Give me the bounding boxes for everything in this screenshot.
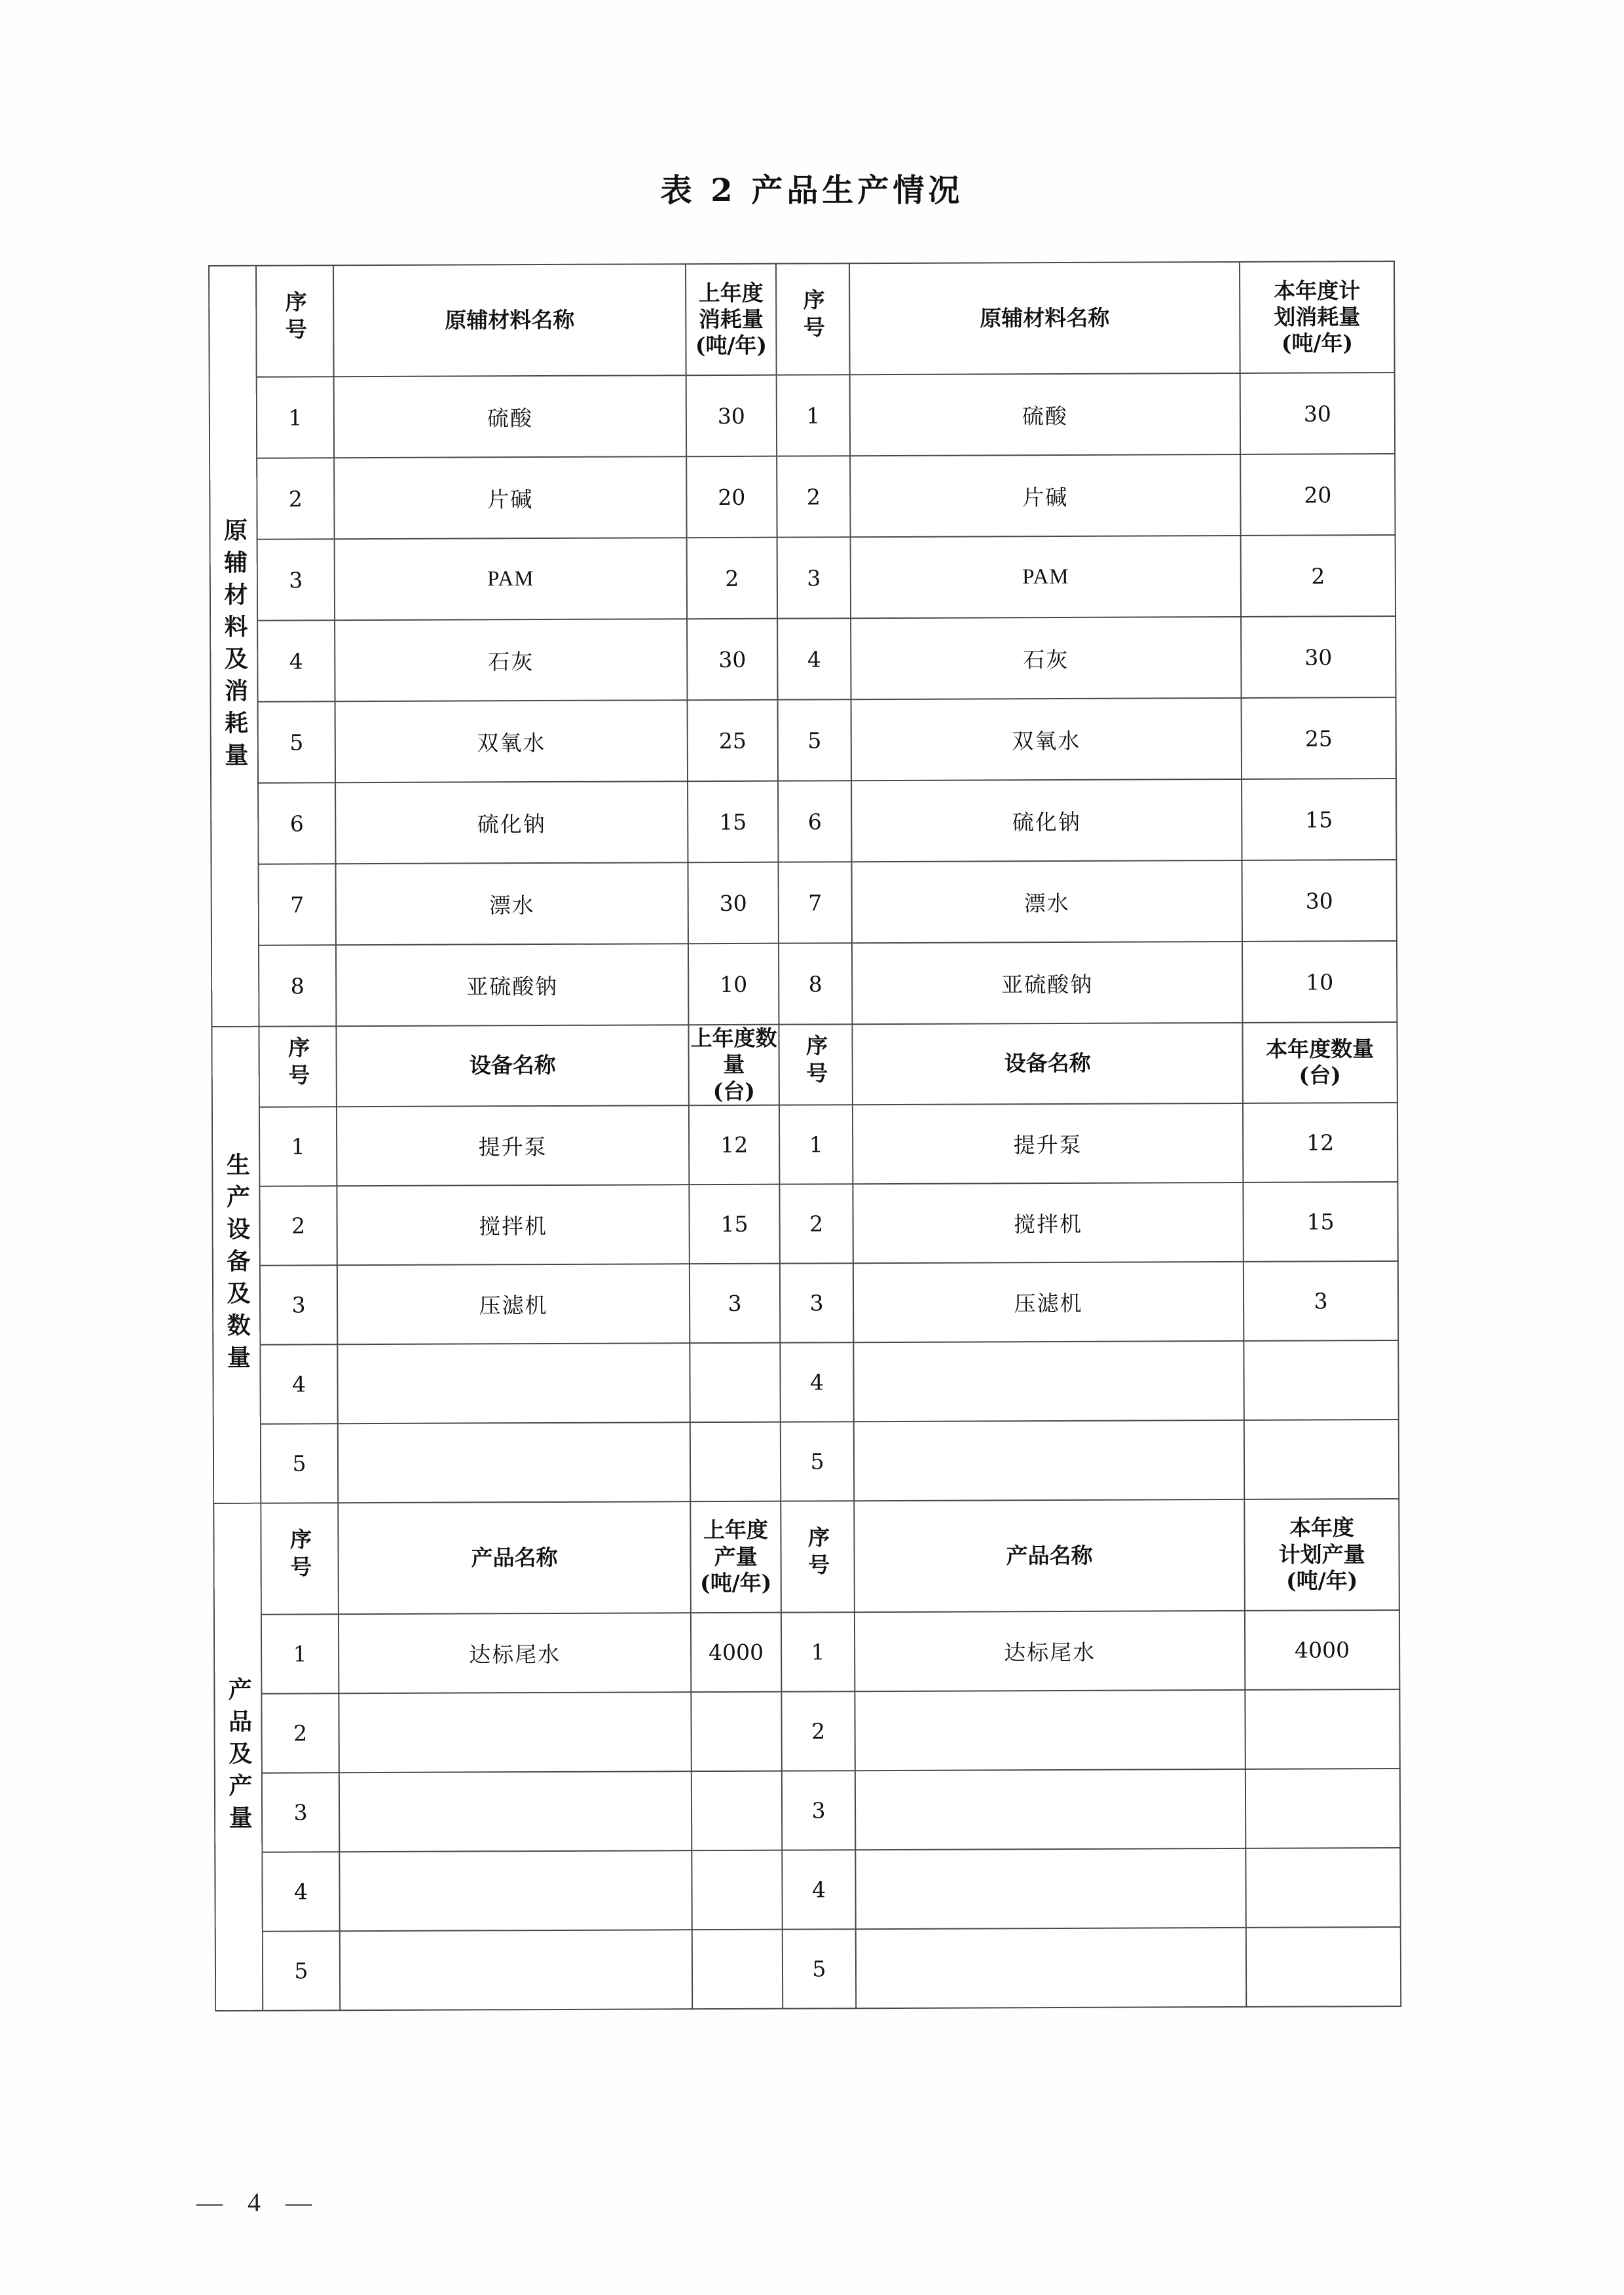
cell-prev-value: 10 [688,944,779,1025]
header-seq-right [781,1501,855,1612]
cell-prev-value: 4000 [691,1612,781,1692]
header-name-left: 原辅材料名称 [333,264,686,376]
section-vertical-label [212,1027,261,1503]
header-seq-left-text: 序号 [285,1036,311,1092]
cell-name-left [339,1771,692,1852]
cell-cur-value: 12 [1243,1103,1397,1183]
cell-name-right: 双氧水 [851,698,1242,780]
cell-seq-left: 5 [261,1423,338,1503]
table-row [210,535,1395,621]
header-seq-right-text: 序号 [804,1526,831,1581]
header-cur-value-line-2: (台) [1299,1062,1341,1088]
cell-prev-value: 20 [686,456,777,538]
cell-prev-value: 15 [688,781,778,863]
cell-prev-value [692,1929,783,2009]
cell-cur-value: 20 [1240,454,1395,536]
cell-name-left [337,1343,690,1423]
table-row [212,1182,1397,1266]
header-seq-left [256,265,334,376]
cell-seq-left: 3 [262,1772,339,1852]
cell-name-right [855,1848,1246,1929]
cell-name-right [856,1928,1246,2008]
cell-seq-right: 5 [783,1929,856,2008]
header-prev-value-line-1: 上年度数量 [690,1025,777,1078]
cell-name-left [340,1930,692,2010]
header-seq-left-text: 序号 [286,1528,313,1583]
cell-name-right: 亚硫酸钠 [852,942,1242,1024]
cell-seq-right: 2 [779,1184,853,1263]
cell-seq-left: 1 [257,376,334,458]
header-prev-value-line-1: 上年度 [703,1517,768,1543]
header-cur-value [1240,261,1395,373]
cell-seq-right: 4 [780,1342,853,1422]
table-row [211,697,1396,783]
header-seq-left [259,1026,336,1107]
cell-seq-right: 4 [777,618,851,699]
table-row [210,373,1395,458]
table-row [215,1769,1400,1852]
table-row [214,1610,1399,1694]
header-seq-right-text: 序号 [803,1034,829,1090]
cell-name-right: 硫酸 [850,373,1240,456]
cell-seq-right: 7 [779,862,852,943]
cell-cur-value: 3 [1244,1261,1398,1341]
table-row [214,1689,1399,1773]
section-vertical-label-text: 生产设备及数量 [223,1152,251,1378]
cell-seq-right: 8 [779,943,852,1024]
cell-cur-value: 15 [1242,779,1396,860]
cell-seq-left: 3 [260,1265,337,1344]
header-seq-left [261,1503,339,1614]
cell-cur-value: 2 [1241,535,1395,617]
table-body [209,261,1401,2011]
cell-prev-value: 30 [688,862,779,944]
cell-seq-left: 2 [257,458,334,539]
header-cur-value-line-1: 本年度数量 [1266,1036,1375,1062]
cell-prev-value: 2 [687,538,777,619]
header-prev-value [688,1025,779,1105]
cell-name-left: 硫酸 [334,375,686,458]
section-header-row [212,1022,1397,1107]
cell-cur-value [1246,1769,1400,1848]
header-cur-value [1242,1022,1397,1103]
cell-name-right: 搅拌机 [853,1183,1243,1263]
cell-name-left [338,1422,690,1503]
cell-seq-left: 1 [259,1107,337,1186]
section-header-row [213,1499,1399,1615]
section-header-row [209,261,1395,377]
cell-seq-left: 4 [257,620,335,701]
cell-cur-value: 30 [1242,860,1397,942]
section-vertical-label [209,266,259,1027]
cell-name-right: 硫化钠 [851,779,1242,862]
cell-name-right: 达标尾水 [855,1611,1245,1691]
cell-seq-right: 2 [781,1691,855,1771]
cell-seq-left: 3 [257,539,335,620]
cell-name-right: 片碱 [850,454,1240,537]
cell-cur-value: 30 [1240,373,1395,454]
cell-prev-value: 30 [686,375,777,457]
cell-name-left: 硫化钠 [335,781,688,864]
header-prev-value-line-3: (吨/年) [700,1570,772,1596]
cell-seq-left: 7 [259,864,336,945]
cell-seq-left: 6 [258,782,335,864]
cell-name-right: 石灰 [851,617,1241,699]
cell-prev-value: 30 [687,619,777,701]
cell-seq-right: 5 [781,1422,854,1501]
cell-name-left: 提升泵 [337,1105,689,1186]
cell-seq-right: 3 [780,1263,853,1342]
table-row [212,860,1397,946]
cell-name-right: 漂水 [852,860,1242,943]
cell-seq-left: 5 [258,701,335,782]
cell-cur-value: 15 [1243,1182,1397,1262]
header-name-right: 设备名称 [852,1023,1242,1105]
header-cur-value-line-3: (吨/年) [1286,1568,1358,1594]
cell-name-right: 提升泵 [853,1103,1243,1184]
production-table [208,261,1401,2011]
cell-name-right [853,1341,1244,1422]
header-prev-value-line-1: 上年度 [698,280,764,306]
page-title: 表 2 产品生产情况 [660,172,964,209]
header-seq-left-text: 序号 [282,290,308,346]
table-row [213,1340,1398,1424]
header-prev-value-line-2: (台) [712,1078,756,1104]
cell-prev-value [692,1771,782,1850]
cell-name-left: 达标尾水 [339,1613,691,1693]
cell-name-left: 双氧水 [335,700,688,782]
cell-cur-value: 10 [1242,941,1397,1023]
cell-prev-value: 25 [688,700,778,782]
table-row [210,454,1395,540]
cell-cur-value [1246,1848,1400,1928]
table-row [215,1927,1401,2011]
table-row [212,941,1397,1027]
cell-seq-left: 8 [259,945,336,1026]
table-row [213,1420,1399,1503]
cell-seq-left: 4 [262,1852,339,1931]
header-cur-value [1244,1499,1399,1611]
cell-cur-value [1244,1420,1399,1499]
cell-cur-value: 25 [1242,697,1396,779]
cell-seq-left: 4 [260,1344,337,1423]
cell-name-left: 漂水 [336,862,688,945]
cell-name-right: 压滤机 [853,1262,1244,1342]
section-vertical-label-text: 产品及产量 [225,1676,253,1837]
cell-name-right [854,1420,1244,1501]
cell-prev-value [690,1422,781,1501]
header-seq-right [776,263,850,375]
cell-name-left: PAM [335,538,687,620]
cell-prev-value [690,1342,780,1422]
cell-seq-right: 5 [778,699,851,780]
cell-name-left: 压滤机 [337,1264,690,1344]
table-row [213,1261,1398,1345]
cell-prev-value [692,1850,782,1930]
cell-seq-left: 2 [259,1186,337,1265]
section-vertical-label-text: 原辅材料及消耗量 [220,517,248,775]
cell-seq-left: 1 [261,1614,339,1693]
cell-seq-right: 2 [777,456,850,537]
cell-cur-value [1245,1689,1399,1769]
cell-name-right [855,1690,1245,1771]
cell-name-right [855,1769,1246,1850]
table-row [210,616,1395,702]
header-cur-value-line-1: 本年度计 [1274,277,1361,304]
cell-name-left: 亚硫酸钠 [336,944,688,1026]
header-prev-value-line-2: 消耗量 [698,306,764,333]
cell-name-left [339,1692,691,1772]
header-seq-right [779,1024,852,1105]
cell-seq-right: 3 [777,537,851,618]
cell-name-left [339,1850,692,1931]
cell-prev-value: 12 [689,1105,779,1184]
cell-name-right: PAM [851,536,1241,618]
page-footer: — 4 — [196,2188,321,2217]
header-prev-value-line-3: (吨/年) [695,332,767,359]
section-vertical-label [213,1503,263,2010]
production-table-container [208,261,1400,2011]
header-prev-value-line-2: 产量 [714,1543,758,1570]
cell-cur-value [1246,1927,1401,2007]
cell-seq-right: 4 [782,1850,855,1929]
cell-cur-value [1244,1340,1398,1420]
header-seq-right-text: 序号 [800,288,826,344]
table-row [215,1848,1400,1932]
cell-name-left: 石灰 [335,619,687,701]
header-prev-value [690,1501,781,1613]
table-row [212,1103,1397,1186]
header-cur-value-line-1: 本年度 [1289,1515,1354,1541]
cell-prev-value: 3 [690,1263,780,1343]
cell-prev-value [691,1691,781,1771]
cell-name-left: 搅拌机 [337,1184,689,1265]
header-name-left: 产品名称 [338,1501,691,1614]
header-name-right: 原辅材料名称 [849,262,1240,375]
header-prev-value [686,264,777,376]
cell-seq-right: 1 [779,1105,853,1184]
header-cur-value-line-2: 计划产量 [1278,1541,1365,1568]
cell-seq-right: 1 [777,375,850,456]
cell-seq-right: 6 [778,780,851,862]
cell-prev-value: 15 [689,1184,779,1264]
cell-cur-value: 30 [1241,616,1395,698]
header-name-right: 产品名称 [854,1499,1245,1612]
header-cur-value-line-2: 划消耗量 [1274,304,1361,330]
cell-seq-right: 3 [782,1771,855,1850]
cell-cur-value: 4000 [1245,1610,1399,1690]
cell-seq-right: 1 [781,1612,855,1691]
cell-seq-left: 5 [263,1931,340,2010]
table-row [211,779,1396,864]
cell-name-left: 片碱 [334,456,686,539]
header-name-left: 设备名称 [336,1025,688,1107]
header-cur-value-line-3: (吨/年) [1281,330,1354,356]
cell-seq-left: 2 [261,1693,339,1772]
